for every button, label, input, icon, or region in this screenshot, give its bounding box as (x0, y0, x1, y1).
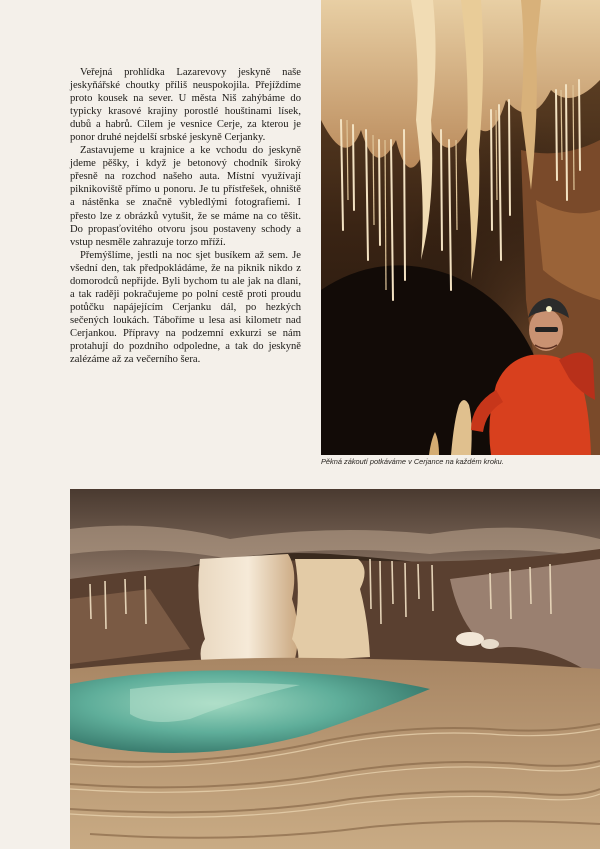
article-body (70, 66, 301, 366)
article-paragraph-2: Zastavujeme u krajnice a ke vchodu do jeskyně jdeme pěšky, i když je betonový chodník široký přesně na rozchod našeho auta. Místní využívají piknikoviště přímo u ponoru. Je tu přístřešek, ohniště a nástěnka se značně vybledlými fotografiemi. I přesto lze z obrázků vytušit, že se máme na co těšit. Do propasťovitého otvoru jsou postaveny schody a vstup nesměle zahrazuje torzo mříží. (70, 145, 301, 248)
article-paragraph-1: Veřejná prohlídka Lazarevovy jeskyně naše jeskyňářské choutky příliš neuspokojila. Přejíždíme proto kousek na sever. U města Niš zahýbáme do typicky krasové krajiny porostlé houštinami lísek, dubů a habrů. Cílem je vesnice Cerje, za kterou je ponor druhé nejdelší srbské jeskyně Cerjanky. (70, 67, 301, 144)
article-paragraph-3: Přemýšlíme, jestli na noc sjet busíkem až sem. Je všední den, tak předpokládáme, že na piknik nikdo z domorodců nepřijde. Byli bychom tu ale jak na dlani, a tak raději pokračujeme po polní cestě proti proudu potůčku napájejícím Cerjanku dál, po hezkých sečených loukách. Táboříme u lesa asi kilometr nad Cerjankou. Přípravy na podzemní exkurzi se nám protahují do pozdního odpoledne, a tak do jeskyně zalézáme až za večerního šera. (70, 249, 301, 366)
cave-photo-pool (70, 489, 600, 849)
cave-photo-caver (321, 0, 600, 455)
photo-caption: Pěkná zákoutí potkáváme v Cerjance na každém kroku. (321, 457, 504, 466)
